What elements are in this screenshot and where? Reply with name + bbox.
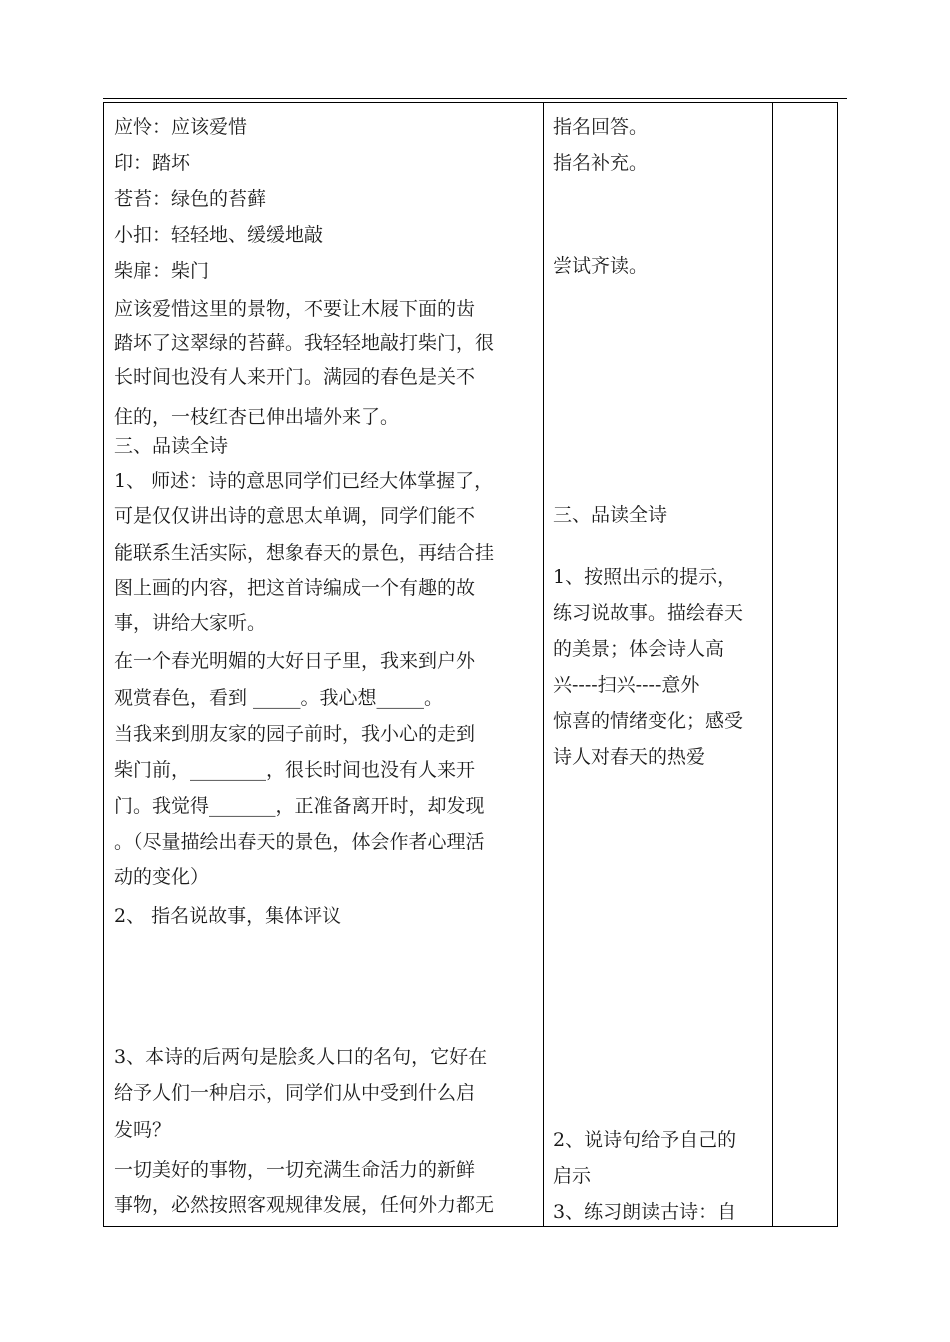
- text-line: 苍苔：绿色的苔藓: [114, 188, 267, 210]
- text-line: 一切美好的事物，一切充满生命活力的新鲜: [114, 1159, 476, 1181]
- lesson-table: [103, 102, 838, 1227]
- text-line: 兴----扫兴----意外: [553, 674, 700, 696]
- text-line: 长时间也没有人来开门。满园的春色是关不: [114, 366, 476, 388]
- text-line: 应怜：应该爱惜: [114, 116, 248, 138]
- text-line: 事，讲给大家听。: [114, 612, 267, 634]
- header-rule: [103, 98, 847, 99]
- text-line: 练习说故事。描绘春天: [553, 602, 744, 624]
- section-heading: 三、品读全诗: [553, 504, 668, 526]
- text-line: 3、本诗的后两句是脍炙人口的名句，它好在: [114, 1046, 488, 1068]
- text-line: 惊喜的情绪变化；感受: [553, 710, 744, 732]
- text-line: 踏坏了这翠绿的苔藓。我轻轻地敲打柴门，很: [114, 332, 495, 354]
- text-line: 小扣：轻轻地、缓缓地敲: [114, 224, 324, 246]
- section-heading: 三、品读全诗: [114, 435, 229, 457]
- text-line: 住的，一枝红杏已伸出墙外来了。: [114, 406, 400, 428]
- text-line: 2、说诗句给予自己的: [553, 1129, 737, 1151]
- text-line: 图上画的内容，把这首诗编成一个有趣的故: [114, 577, 476, 599]
- student-activity-column: [104, 103, 837, 1226]
- text-line: 2、 指名说故事，集体评议: [114, 905, 342, 927]
- text-line: 指名补充。: [553, 152, 649, 174]
- text-line: 能联系生活实际，想象春天的景色，再结合挂: [114, 542, 495, 564]
- text-line: 3、练习朗读古诗：自: [553, 1201, 737, 1223]
- text-line: 事物，必然按照客观规律发展，任何外力都无: [114, 1194, 495, 1216]
- text-line: 当我来到朋友家的园子前时，我小心的走到: [114, 723, 476, 745]
- text-line: 观赏春色，看到 _____。我心想_____。: [114, 687, 444, 709]
- text-line: 在一个春光明媚的大好日子里，我来到户外: [114, 650, 476, 672]
- text-line: 门。我觉得_______，正准备离开时，却发现: [114, 795, 485, 817]
- text-line: 尝试齐读。: [553, 255, 649, 277]
- text-line: 指名回答。: [553, 116, 649, 138]
- text-line: 印：踏坏: [114, 152, 191, 174]
- text-line: 1、 师述：诗的意思同学们已经大体掌握了，: [114, 470, 494, 492]
- text-line: 发吗？: [114, 1119, 172, 1141]
- text-line: 1、按照出示的提示，: [553, 566, 737, 588]
- text-line: 诗人对春天的热爱: [553, 746, 706, 768]
- text-line: 柴扉：柴门: [114, 260, 210, 282]
- text-line: 可是仅仅讲出诗的意思太单调，同学们能不: [114, 505, 476, 527]
- text-line: 的美景；体会诗人高: [553, 638, 725, 660]
- notes-column: [773, 103, 837, 1226]
- text-line: 启示: [553, 1165, 592, 1187]
- text-line: 应该爱惜这里的景物，不要让木屐下面的齿: [114, 298, 476, 320]
- text-line: 。（尽量描绘出春天的景色，体会作者心理活: [114, 831, 485, 853]
- text-line: 给予人们一种启示，同学们从中受到什么启: [114, 1082, 476, 1104]
- text-line: 柴门前，________，很长时间也没有人来开: [114, 759, 476, 781]
- text-line: 动的变化）: [114, 866, 210, 888]
